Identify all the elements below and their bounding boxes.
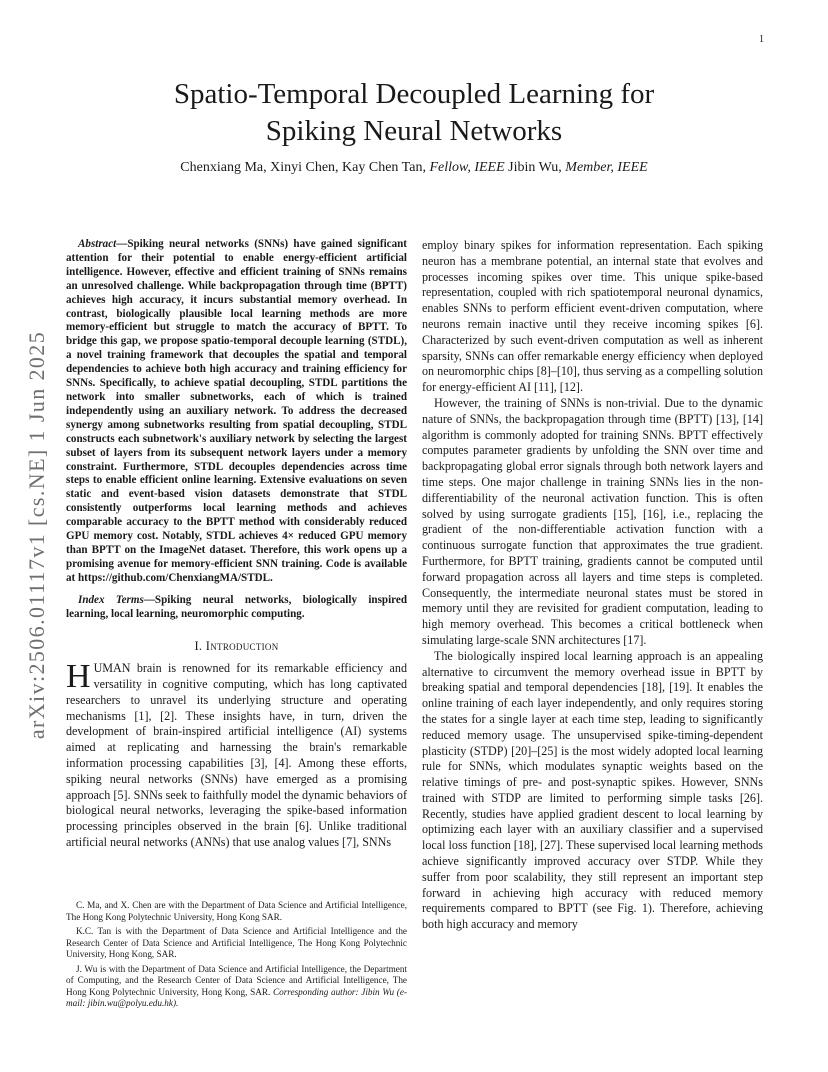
intro-paragraph-3: The biologically inspired local learning approach is an appealing alternative to circumvent the memory overhead issue in BPTT by breaking spatial and temporal dependencies [18], [19]. It enables the online training of each layer independently, and only requires storing the states for a single layer at each time step, leading to significantly reduced memory usage. The unsupervised spike-timing-dependent plasticity (STDP) [20]–[25] is the most widely adopted local learning rule for SNNs, which modulates synaptic weights based on the relative timings of pre- and post-synaptic spikes. However, SNNs trained with STDP are limited to performing simple tasks [26]. Recently, studies have applied gradient descent to local learning by optimizing each layer with an auxiliary classifier and a supervised local loss function [18], [27]. These supervised local learning methods achieve significantly improved accuracy over STDP. While they suffer from poor scalability, they still represent an important step forward in achieving high accuracy with reduced memory requirements compared to BPTT (see Fig. 1). Therefore, achieving both high accuracy and memory xyxy=(422,648,763,932)
footnote-2: K.C. Tan is with the Department of Data Science and Artificial Intelligence and the Research Center of Data Science and Artificial Intelligence, The Hong Kong Polytechnic University, Hong Kong, SAR. xyxy=(66,926,407,959)
drop-cap: H xyxy=(66,658,91,696)
section-heading-introduction: I. Introduction xyxy=(194,639,279,654)
intro-paragraph-1-text: UMAN brain is renowned for its remarkable efficiency and versatility in cognitive computing, which has long captivated researchers to unravel its underlying structure and operating mechanisms [1], [2]. These insights have, in turn, driven the development of brain-inspired artificial intelligence (AI) systems aimed at replicating and harnessing the brain's remarkable information processing capabilities [3], [4]. Among these efforts, spiking neural networks (SNNs) have emerged as a promising approach [5]. SNNs seek to faithfully model the dynamic behaviors of biological neural networks, leveraging the spike-based information processing principles observed in the brain [6]. Unlike traditional artificial neural networks (ANNs) that use analog values [7], SNNs xyxy=(66,661,407,850)
title-line-2: Spiking Neural Networks xyxy=(265,115,563,147)
index-terms-text: —Spiking neural networks, biologically inspired learning, local learning, neuromorphic computing. xyxy=(66,593,407,620)
index-terms-label: Index Terms xyxy=(78,593,144,606)
intro-paragraph-1 xyxy=(66,658,407,851)
page-number: 1 xyxy=(759,34,764,45)
footnote-3 xyxy=(66,964,407,1010)
right-column xyxy=(422,238,763,933)
left-column xyxy=(66,238,407,851)
corresponding-author: Corresponding author: Jibin Wu (e-mail: jibin.wu@polyu.edu.hk). xyxy=(66,986,407,1008)
author-affiliation-2: Member, IEEE xyxy=(565,160,648,175)
footnote-1: C. Ma, and X. Chen are with the Department of Data Science and Artificial Intelligence, The Hong Kong Polytechnic University, Hong Kong SAR. xyxy=(66,900,407,922)
abstract-label: Abstract xyxy=(78,238,117,250)
abstract xyxy=(66,238,407,586)
title-line-1: Spatio-Temporal Decoupled Learning for xyxy=(173,78,655,110)
footnote-3-text: J. Wu is with the Department of Data Science and Artificial Intelligence, the Department of Computing, and the Research Center of Data Science and Artificial Intelligence, The Hong Kong Polytechnic University, Hong Kong, SAR. xyxy=(66,963,407,997)
author-affiliation-1: Fellow, IEEE xyxy=(429,160,505,175)
author-list xyxy=(0,160,828,176)
index-terms xyxy=(66,594,407,622)
author-names-2: Jibin Wu, xyxy=(504,160,566,175)
arxiv-identifier xyxy=(22,310,52,760)
intro-paragraph-1-continued: employ binary spikes for information representation. Each spiking neuron has a membrane potential, an internal state that evolves and processes incoming spikes over time. This unique spike-based representation, coupled with rich spatiotemporal neuronal dynamics, enables SNNs to perform efficient event-driven computation, where neurons remain inactive until they receive incoming spikes [6]. Characterized by such event-driven computation as well as inherent sparsity, SNNs can offer remarkable energy efficiency when deployed on neuromorphic chips [8]–[10], thus serving as a compelling solution for energy-efficient AI [11], [12]. xyxy=(422,238,763,395)
abstract-text: —Spiking neural networks (SNNs) have gained significant attention for their potential to enable energy-efficient artificial intelligence. However, effective and efficient training of SNNs remains an unresolved challenge. While backpropagation through time (BPTT) achieves high accuracy, it incurs substantial memory overhead. In contrast, biologically plausible local learning methods are more memory-efficient but struggle to match the accuracy of BPTT. To bridge this gap, we propose spatio-temporal decouple learning (STDL), a novel training framework that decouples the spatial and temporal dependencies to achieve both high accuracy and training efficiency for SNNs. Specifically, to achieve spatial decoupling, STDL partitions the network into smaller subnetworks, each of which is trained independently using an auxiliary network. To address the decreased synergy among subnetworks resulting from spatial decoupling, STDL constructs each subnetwork's auxiliary network by selecting the largest subset of layers from its subsequent network layers under a memory constraint. Furthermore, STDL decouples dependencies across time steps to enable efficient online learning. Extensive evaluations on seven static and event-based vision datasets demonstrate that STDL consistently outperforms local learning methods and achieves comparable accuracy to the BPTT method with considerably reduced GPU memory cost. Notably, STDL achieves 4× reduced GPU memory than BPTT on the ImageNet dataset. Therefore, this work opens up a promising avenue for memory-efficient SNN training. Code is available at https://github.com/ChenxiangMA/STDL. xyxy=(66,238,407,584)
intro-paragraph-2: However, the training of SNNs is non-trivial. Due to the dynamic nature of SNNs, the backpropagation through time (BPTT) [13], [14] algorithm is commonly adopted for training SNNs. BPTT effectively computes parameter gradients by unfolding the SNN over time and backpropagating global error signals through both network layers and time steps. One major challenge in training SNNs lies in the non-differentiability of the neuronal activation function. This is often solved by using surrogate gradients [15], [16], i.e., replacing the gradient of the non-differentiable activation function with a continuous surrogate function that approximates the true gradient. Furthermore, for BPTT training, gradients cannot be computed until forward propagation across all layers and time steps is completed. Consequently, the intermediate neuronal states must be stored in memory until they are revisited for gradient computation, leading to high memory overhead. This becomes a critical bottleneck when simulating large-scale SNN architectures [17]. xyxy=(422,395,763,647)
paper-title xyxy=(0,76,828,150)
arxiv-identifier-text: arXiv:2506.01117v1 [cs.NE] 1 Jun 2025 xyxy=(24,330,49,740)
footnotes xyxy=(66,900,407,1013)
author-names-1: Chenxiang Ma, Xinyi Chen, Kay Chen Tan, xyxy=(180,160,430,175)
